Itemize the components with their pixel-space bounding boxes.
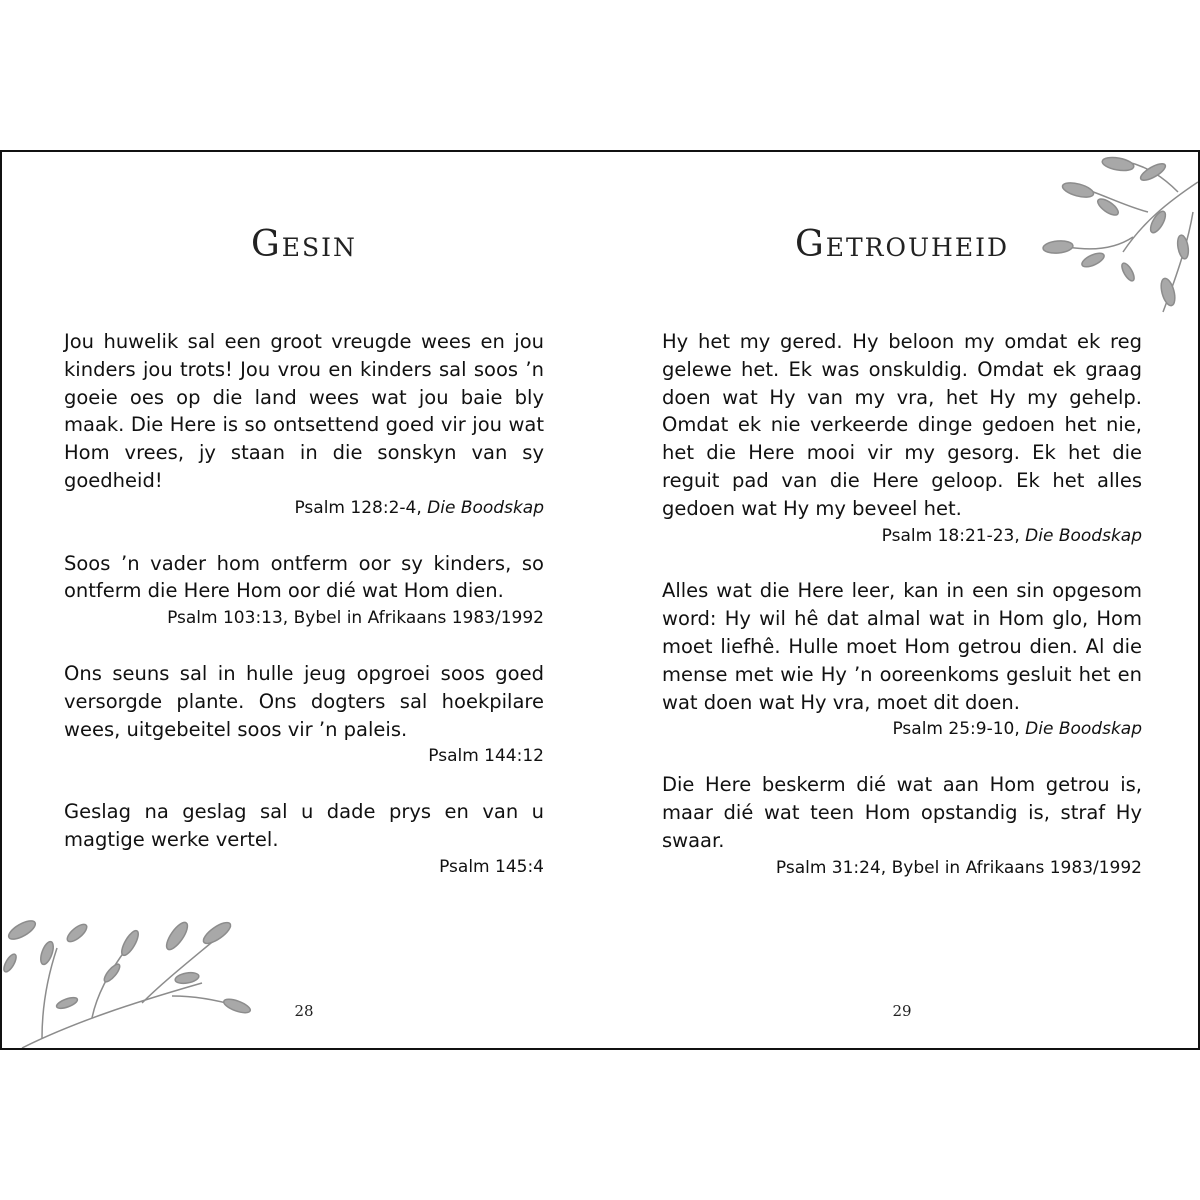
left-page [64,152,544,1048]
verse-text: Hy het my gered. Hy beloon my omdat ek reg gelewe het. Ek was onskuldig. Omdat ek graag doen wat Hy van my vra, het Hy my gehelp. Omdat ek nie verkeerde dinge gedoen het nie, het die Here mooi vir my gesorg. Ek het die reguit pad van die Here geloop. Ek het alles gedoen wat Hy my beveel het. [662,330,1142,520]
translation-name: Die Boodskap [1025,719,1142,740]
page-title: Gesin [251,224,357,265]
page-number: 28 [294,1002,314,1020]
reference-text: Psalm 103:13, Bybel in Afrikaans 1983/1992 [167,608,544,629]
reference-text: Psalm 18:21-23, [881,525,1026,546]
verse-reference [64,854,544,882]
verse-reference [662,716,1142,744]
verse-entry [662,328,1142,550]
reference-text: Psalm 31:24, Bybel in Afrikaans 1983/1992 [775,857,1142,878]
reference-text: Psalm 145:4 [439,856,544,877]
right-page-body [662,328,1142,909]
verse-text: Soos ’n vader hom ontferm oor sy kinders, so ontferm die Here Hom oor dié wat Hom dien. [64,551,544,603]
reference-text: Psalm 144:12 [428,746,544,767]
verse-entry [662,771,1142,882]
verse-entry [64,550,544,633]
page-number: 29 [892,1002,912,1020]
verse-text: Geslag na geslag sal u dade prys en van u magtige werke vertel. [64,800,544,851]
right-page [662,152,1142,1048]
verse-text: Die Here beskerm dié wat aan Hom getrou is, maar dié wat teen Hom opstandig is, straf Hy swaar. [662,773,1142,852]
verse-reference [64,495,544,523]
reference-text: Psalm 128:2-4, [294,497,428,518]
translation-name: Die Boodskap [1025,525,1142,546]
translation-name: Die Boodskap [427,497,544,518]
verse-reference [662,523,1142,551]
verse-text: Jou huwelik sal een groot vreugde wees en jou kinders jou trots! Jou vrou en kinders sal soos ’n goeie oes op die land wees wat jou baie bly maak. Die Here is so ontsettend goed vir jou wat Hom vrees, jy staan in die sonskyn van sy goedheid! [64,330,544,492]
verse-reference [662,855,1142,883]
verse-entry [64,798,544,881]
verse-text: Alles wat die Here leer, kan in een sin opgesom word: Hy wil hê dat almal wat in Hom glo, Hom moet liefhê. Hulle moet Hom getrou dien. Al die mense met wie Hy ’n ooreenkoms gesluit het en wat doen wat Hy vra, moet dit doen. [662,579,1142,714]
verse-entry [64,660,544,771]
page-title: Getrouheid [794,224,1010,265]
left-page-body [64,328,544,909]
verse-reference [64,743,544,771]
verse-text: Ons seuns sal in hulle jeug opgroei soos goed versorgde plante. Ons dogters sal hoekpilare wees, uitgebeitel soos vir ’n paleis. [64,661,544,741]
verse-reference [64,605,544,633]
verse-entry [662,577,1142,744]
verse-entry [64,328,544,523]
reference-text: Psalm 25:9-10, [892,719,1026,740]
book-spread [0,150,1200,1050]
